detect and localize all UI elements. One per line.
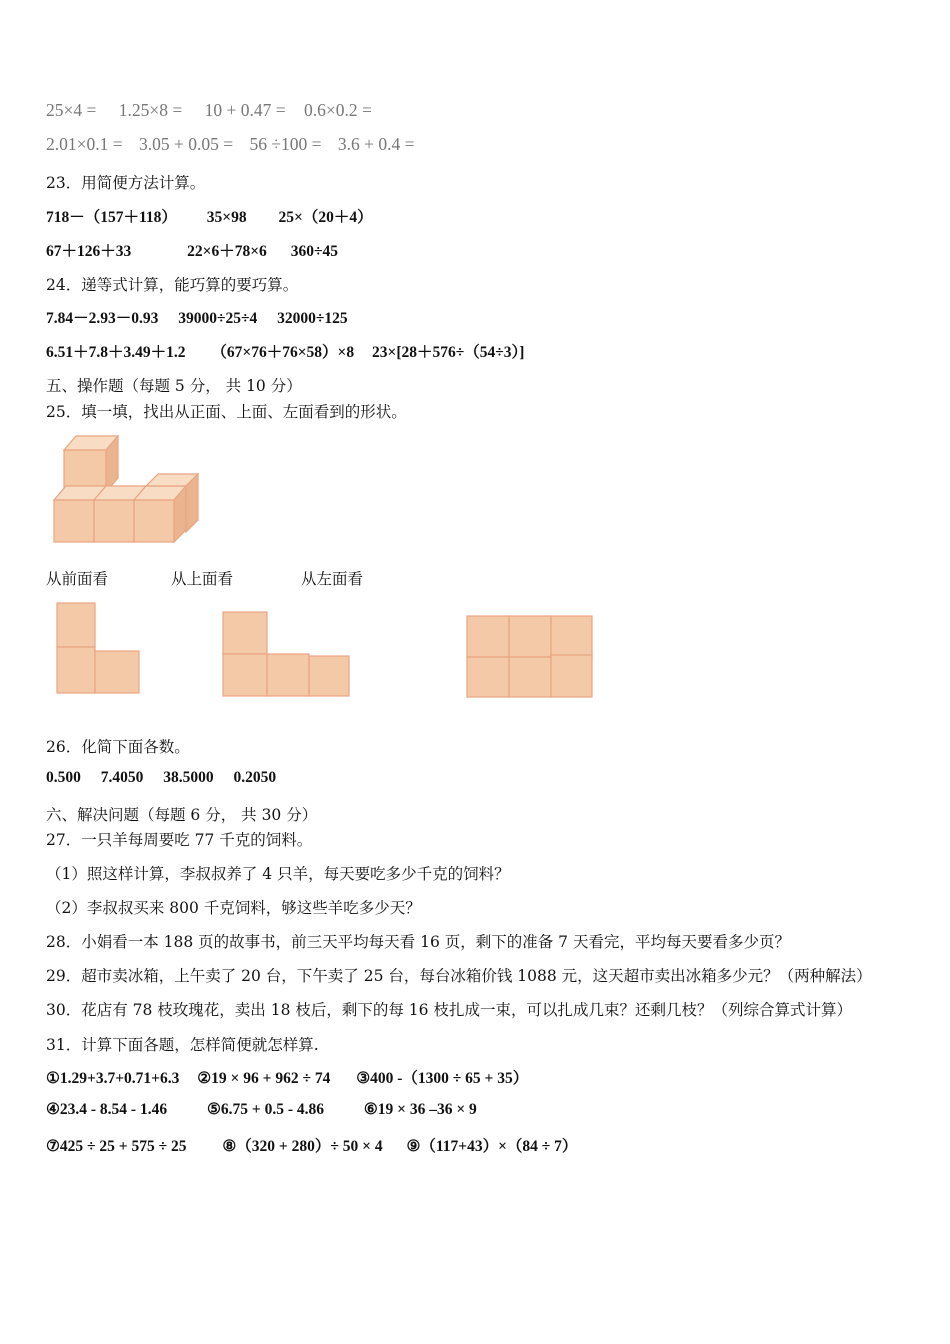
q25-title: 25．填一填，找出从正面、上面、左面看到的形状。 [46,403,407,421]
expression: 718－（157＋118） [46,209,177,226]
expression: 22×6＋78×6 [187,243,267,260]
expression: ⑨（117+43）×（84 ÷ 7） [406,1138,578,1155]
expression: 7.84－2.93－0.93 [46,310,159,327]
expression: 35×98 [206,209,247,226]
oral-calc-row-1 [46,100,372,121]
q31-row-2 [46,1100,477,1119]
q27-title: 27．一只羊每周要吃 77 千克的饲料。 [46,831,313,849]
q28-text: 28．小娟看一本 188 页的故事书，前三天平均每天看 16 页，剩下的准备 7 天看完，平均每天要看多少页？ [46,933,790,951]
oral-calc-row-2 [46,134,414,155]
expression: 360÷45 [290,243,338,260]
expression: 23×[28＋576÷（54÷3）] [372,344,525,361]
oral-calc-item: 56 ÷100 = [249,134,322,154]
expression: ③400 -（1300 ÷ 65 + 35） [356,1070,529,1087]
oral-calc-item: 25×4 = [46,100,97,120]
q24-title: 24．递等式计算，能巧算的要巧算。 [46,276,299,294]
q23-row-1 [46,205,373,227]
q31-row-3 [46,1134,577,1156]
q29-text: 29．超市卖冰箱，上午卖了 20 台，下午卖了 25 台，每台冰箱价钱 1088 元，这天超市卖出冰箱多少元？（两种解法） [46,967,872,985]
q23-title: 23．用简便方法计算。 [46,174,206,192]
expression: 67＋126＋33 [46,243,132,260]
q26-numbers [46,769,276,787]
view-shape-3 [466,615,596,699]
expression: ①1.29+3.7+0.71+6.3 [46,1070,180,1087]
q31-title: 31．计算下面各题，怎样简便就怎样算. [46,1036,319,1054]
q24-row-1 [46,306,348,328]
oral-calc-item: 1.25×8 = [118,100,183,120]
oral-calc-item: 0.6×0.2 = [304,100,372,120]
number: 0.500 [46,769,81,786]
section-5-heading: 五、操作题（每题 5 分， 共 10 分） [46,377,302,395]
oral-calc-item: 10 + 0.47 = [204,100,286,120]
view-shape-2 [222,611,352,699]
expression: 25×（20＋4） [278,209,373,226]
expression: ⑤6.75 + 0.5 - 4.86 [206,1101,324,1118]
view-label-top: 从上面看 [171,570,234,588]
expression: ④23.4 - 8.54 - 1.46 [46,1101,168,1118]
oral-calc-item: 3.05 + 0.05 = [139,134,234,154]
expression: ②19 × 96 + 962 ÷ 74 [197,1070,331,1087]
expression: 32000÷125 [277,310,348,327]
expression: ⑥19 × 36 –36 × 9 [363,1101,477,1118]
q26-title: 26．化简下面各数。 [46,738,190,756]
view-label-left: 从左面看 [301,570,364,588]
expression: ⑦425 ÷ 25 + 575 ÷ 25 [46,1138,187,1155]
q27-sub-2: （2）李叔叔买来 800 千克饲料，够这些羊吃多少天？ [46,899,421,917]
view-label-front: 从前面看 [46,570,109,588]
expression: 6.51＋7.8＋3.49＋1.2 [46,344,186,361]
cube-stack-figure [46,430,206,548]
view-shape-1 [56,602,142,696]
section-6-heading: 六、解决问题（每题 6 分， 共 30 分） [46,806,318,824]
q27-sub-1: （1）照这样计算，李叔叔养了 4 只羊，每天要吃多少千克的饲料？ [46,865,510,883]
q30-text: 30．花店有 78 枝玫瑰花，卖出 18 枝后，剩下的每 16 枝扎成一束，可以扎成几束？还剩几枝？（列综合算式计算） [46,1001,852,1019]
expression: ⑧（320 + 280）÷ 50 × 4 [222,1138,383,1155]
oral-calc-item: 2.01×0.1 = [46,134,123,154]
oral-calc-item: 3.6 + 0.4 = [337,134,415,154]
number: 38.5000 [163,769,214,786]
number: 7.4050 [100,769,144,786]
expression: 39000÷25÷4 [178,310,258,327]
q31-row-1 [46,1066,528,1088]
q24-row-2 [46,340,524,362]
expression: （67×76＋76×58）×8 [211,344,355,361]
q23-row-2 [46,239,338,261]
number: 0.2050 [233,769,277,786]
